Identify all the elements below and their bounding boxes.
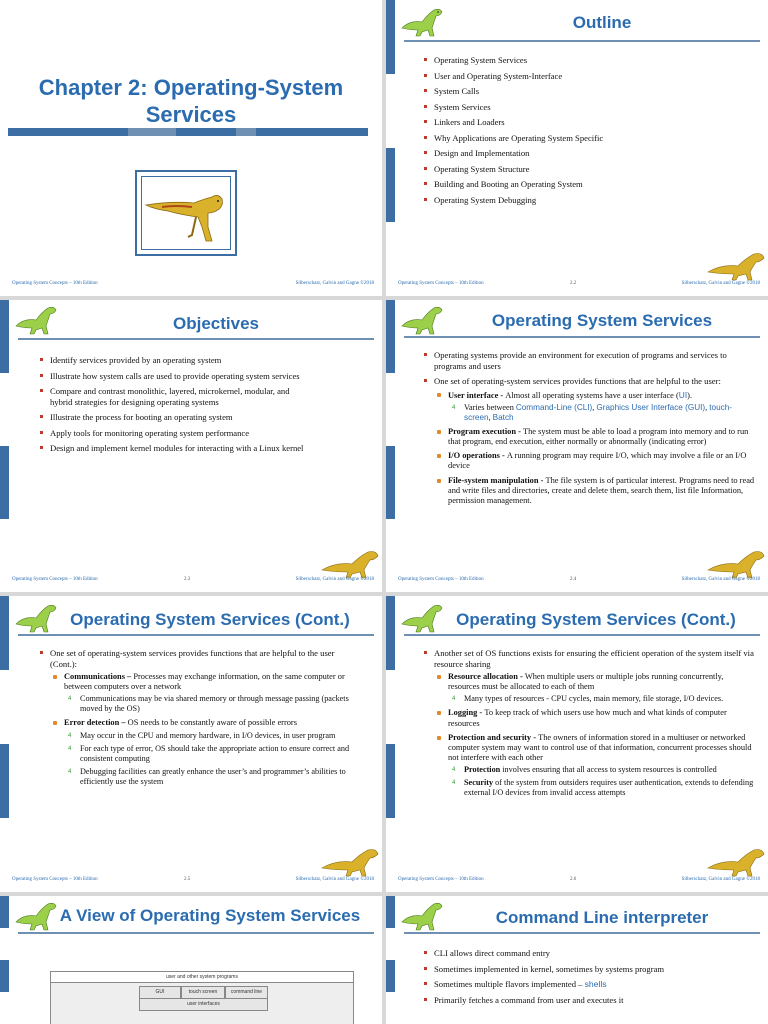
footer-authors: Silberschatz, Galvin and Gagne ©2018: [681, 577, 760, 582]
dinosaur-icon: [706, 544, 766, 580]
list-item: [434, 427, 756, 447]
list-item: [434, 476, 756, 507]
ui-sub-list: [448, 403, 756, 423]
slide-footer: [392, 281, 762, 291]
page-number: 2.3: [184, 577, 191, 582]
services-cont-list: [422, 648, 756, 803]
term: Protection and security -: [448, 732, 539, 742]
page-number: 2.6: [570, 877, 577, 882]
dinosaur-icon: [706, 842, 766, 878]
list-item: [38, 648, 358, 787]
term-text: A running program may require I/O, which may involve a file or an I/O device: [448, 451, 747, 471]
term-text: The system must be able to load a program into memory and to run that program, end execution, either normally or abnormally (indicating error): [448, 426, 749, 446]
error-sub-list: [64, 731, 358, 787]
footer-book: Operating System Concepts – 10th Edition: [398, 877, 484, 882]
footer-book: Operating System Concepts – 10th Edition: [12, 877, 98, 882]
footer-authors: Silberschatz, Galvin and Gagne ©2018: [295, 577, 374, 582]
title-underline: [18, 338, 374, 340]
slide-title: Objectives: [173, 314, 259, 333]
title-underline: [404, 932, 760, 934]
footer-book: Operating System Concepts – 10th Edition: [398, 577, 484, 582]
list-item: [434, 733, 756, 799]
term-text: involves ensuring that all access to system resources is controlled: [500, 765, 717, 775]
list-item: 4 May occur in the CPU and memory hardware, in I/O devices, in user program: [64, 731, 358, 741]
term-text: Varies between: [464, 402, 516, 412]
diagram-cell-user-interfaces: user interfaces: [139, 998, 268, 1011]
list-item: 4 For each type of error, OS should take the appropriate action to ensure correct and consistent computing: [64, 744, 358, 764]
term: I/O operations -: [448, 451, 507, 461]
list-item: Primarily fetches a command from user and executes it: [422, 995, 722, 1006]
keyword: touch-screen: [464, 402, 732, 422]
services-cont-list: [38, 648, 358, 792]
side-stripe: [386, 896, 395, 1024]
list-item: [422, 376, 756, 506]
dinosaur-icon: [142, 177, 230, 249]
list-item-text: One set of operating-system services provides functions that are helpful to the user:: [434, 376, 721, 386]
list-item: [422, 648, 756, 798]
slide-title-page[interactable]: [0, 0, 382, 296]
footer-book: Operating System Concepts – 10th Edition: [12, 281, 98, 286]
os-services-diagram: [50, 971, 354, 1024]
term-text: Processes may exchange information, on the same computer or between computers over a network: [64, 672, 345, 692]
list-item: Design and Implementation: [422, 148, 752, 159]
title-underline: [404, 634, 760, 636]
list-item-text: Sometimes multiple flavors implemented –: [434, 979, 585, 989]
dinosaur-icon: [320, 544, 380, 580]
title-divider: [8, 128, 372, 136]
footer-authors: Silberschatz, Galvin and Gagne ©2018: [681, 877, 760, 882]
dinosaur-icon: [400, 304, 446, 336]
title-underline: [404, 40, 760, 42]
cover-dinosaur-image: [135, 170, 237, 256]
dinosaur-icon: [14, 304, 60, 336]
footer-authors: Silberschatz, Galvin and Gagne ©2018: [681, 281, 760, 286]
list-item: System Services: [422, 102, 752, 113]
slide-os-services-cont-1[interactable]: [0, 596, 382, 892]
slide-footer: [6, 281, 376, 291]
resource-sub-list: [448, 694, 756, 704]
footer-authors: Silberschatz, Galvin and Gagne ©2018: [295, 281, 374, 286]
list-item: Design and implement kernel modules for interacting with a Linux kernel: [38, 443, 310, 454]
list-item: Operating System Structure: [422, 164, 752, 175]
list-item: [422, 979, 722, 990]
list-item: [434, 390, 756, 423]
page-number: 2.4: [570, 577, 577, 582]
term-text: ,: [705, 402, 710, 412]
services-list: [422, 350, 756, 511]
list-item: Illustrate how system calls are used to provide operating system services: [38, 371, 310, 382]
list-item: [50, 672, 358, 714]
slide-os-services-cont-2[interactable]: [386, 596, 768, 892]
list-item: [434, 672, 756, 704]
list-item-text: Another set of OS functions exists for ensuring the efficient operation of the system itself via resource sharing: [434, 648, 754, 669]
term: Logging -: [448, 708, 485, 718]
term: Resource allocation -: [448, 672, 525, 681]
keyword: UI: [678, 389, 688, 400]
user-services-list: [434, 390, 756, 507]
list-item: Identify services provided by an operating system: [38, 355, 310, 366]
list-item: Operating System Debugging: [422, 195, 752, 206]
side-stripe: [386, 596, 395, 892]
list-item: Why Applications are Operating System Specific: [422, 133, 752, 144]
term-text: ).: [687, 390, 693, 400]
slide-footer: [392, 577, 762, 587]
keyword: shells: [584, 979, 607, 989]
term-text: of the system from outsiders requires user authentication, extends to defending external I/O devices from invalid access attempts: [464, 778, 754, 798]
footer-book: Operating System Concepts – 10th Edition: [398, 281, 484, 286]
list-item: Linkers and Loaders: [422, 117, 752, 128]
term-text: When multiple users or multiple jobs running concurrently, resources must be allocated to each of them: [448, 672, 724, 692]
slide-outline[interactable]: [386, 0, 768, 296]
list-item: 4 Many types of resources - CPU cycles, main memory, file storage, I/O devices.: [448, 694, 756, 704]
list-item: [448, 778, 756, 798]
title-underline: [404, 336, 760, 338]
side-stripe: [386, 300, 395, 592]
slide-objectives[interactable]: [0, 300, 382, 592]
diagram-cell-gui: GUI: [139, 986, 181, 999]
side-stripe: [0, 300, 9, 592]
slide-title: Operating System Services (Cont.): [456, 610, 736, 629]
footer-authors: Silberschatz, Galvin and Gagne ©2018: [295, 877, 374, 882]
list-item: [434, 451, 756, 471]
dinosaur-icon: [706, 246, 766, 282]
side-stripe: [0, 896, 9, 1024]
keyword: Graphics User Interface (GUI): [596, 402, 706, 412]
slide-title: Operating System Services (Cont.): [70, 610, 350, 629]
page-number: 2.5: [184, 877, 191, 882]
comm-sub-list: [64, 694, 358, 714]
objectives-list: [38, 355, 310, 459]
slide-title: Outline: [572, 13, 632, 32]
term: User interface -: [448, 390, 506, 400]
list-item: Sometimes implemented in kernel, sometimes by systems program: [422, 964, 722, 975]
list-item: 4 Communications may be via shared memory or through message passing (packets moved by the OS): [64, 694, 358, 714]
side-stripe: [0, 596, 9, 892]
term-text: ,: [488, 412, 493, 422]
list-item: CLI allows direct command entry: [422, 948, 722, 959]
services-sub-list: [434, 672, 756, 798]
title-underline: [18, 634, 374, 636]
term: Communications –: [64, 672, 134, 681]
term: Error detection –: [64, 718, 128, 728]
dinosaur-icon: [400, 900, 446, 932]
slide-view-os-services[interactable]: [0, 896, 382, 1024]
list-item: [434, 708, 756, 728]
dinosaur-icon: [400, 6, 446, 38]
slide-title: Command Line interpreter: [495, 908, 709, 927]
side-stripe: [386, 0, 395, 296]
term: Protection: [464, 765, 501, 775]
list-item: Building and Booting an Operating System: [422, 179, 752, 190]
list-item: Apply tools for monitoring operating system performance: [38, 428, 310, 439]
list-item: [448, 403, 756, 423]
diagram-cell-command-line: command line: [225, 986, 268, 999]
list-item: [50, 718, 358, 786]
term-text: The file system is of particular interest. Programs need to read and write files and directories, create and delete them, search them, list file Information, permission management.: [448, 475, 755, 505]
list-item: Operating System Services: [422, 55, 752, 66]
slide-footer: [392, 877, 762, 887]
dinosaur-icon: [320, 842, 380, 878]
slide-os-services[interactable]: [386, 300, 768, 592]
security-sub-list: [448, 765, 756, 798]
slide-footer: [6, 577, 376, 587]
term-text: The owners of information stored in a multiuser or networked computer system may want to control use of that information, concurrent processes should not interfere with each other: [448, 732, 752, 763]
term: File-system manipulation -: [448, 475, 546, 485]
keyword: Command-Line (CLI): [515, 402, 593, 412]
services-sub-list: [50, 672, 358, 787]
slide-footer: [6, 877, 376, 887]
slide-title: A View of Operating System Services: [59, 906, 361, 925]
list-item-text: One set of operating-system services provides functions that are helpful to the user (Cont.):: [50, 648, 335, 669]
diagram-cell-touch-screen: touch screen: [181, 986, 225, 999]
term: Program execution -: [448, 426, 523, 436]
list-item: Operating systems provide an environment for execution of programs and services to programs and users: [422, 350, 756, 371]
term: Security: [464, 778, 494, 788]
list-item: [448, 765, 756, 775]
title-underline: [18, 932, 374, 934]
list-item: 4 Debugging facilities can greatly enhance the user’s and programmer’s abilities to efficiently use the system: [64, 767, 358, 787]
chapter-title: Chapter 2: Operating-System Services: [38, 75, 344, 127]
list-item: User and Operating System-Interface: [422, 71, 752, 82]
list-item: Illustrate the process for booting an operating system: [38, 412, 310, 423]
keyword: Batch: [492, 412, 514, 422]
list-item: System Calls: [422, 86, 752, 97]
slide-command-line-interpreter[interactable]: [386, 896, 768, 1024]
term-text: To keep track of which users use how much and what kinds of computer resources: [448, 708, 727, 728]
term-text: ,: [592, 402, 597, 412]
cli-list: [422, 948, 722, 1010]
slide-title: Operating System Services: [491, 311, 713, 330]
outline-list: [422, 55, 752, 210]
page-number: 2.2: [570, 281, 577, 286]
diagram-layer-user-programs: user and other system programs: [51, 972, 353, 983]
term-text: OS needs to be constantly aware of possible errors: [127, 718, 297, 728]
list-item: Compare and contrast monolithic, layered, microkernel, modular, and hybrid strategies for designing operating systems: [38, 386, 310, 407]
term-text: Almost all operating systems have a user interface (: [505, 390, 679, 400]
footer-book: Operating System Concepts – 10th Edition: [12, 577, 98, 582]
